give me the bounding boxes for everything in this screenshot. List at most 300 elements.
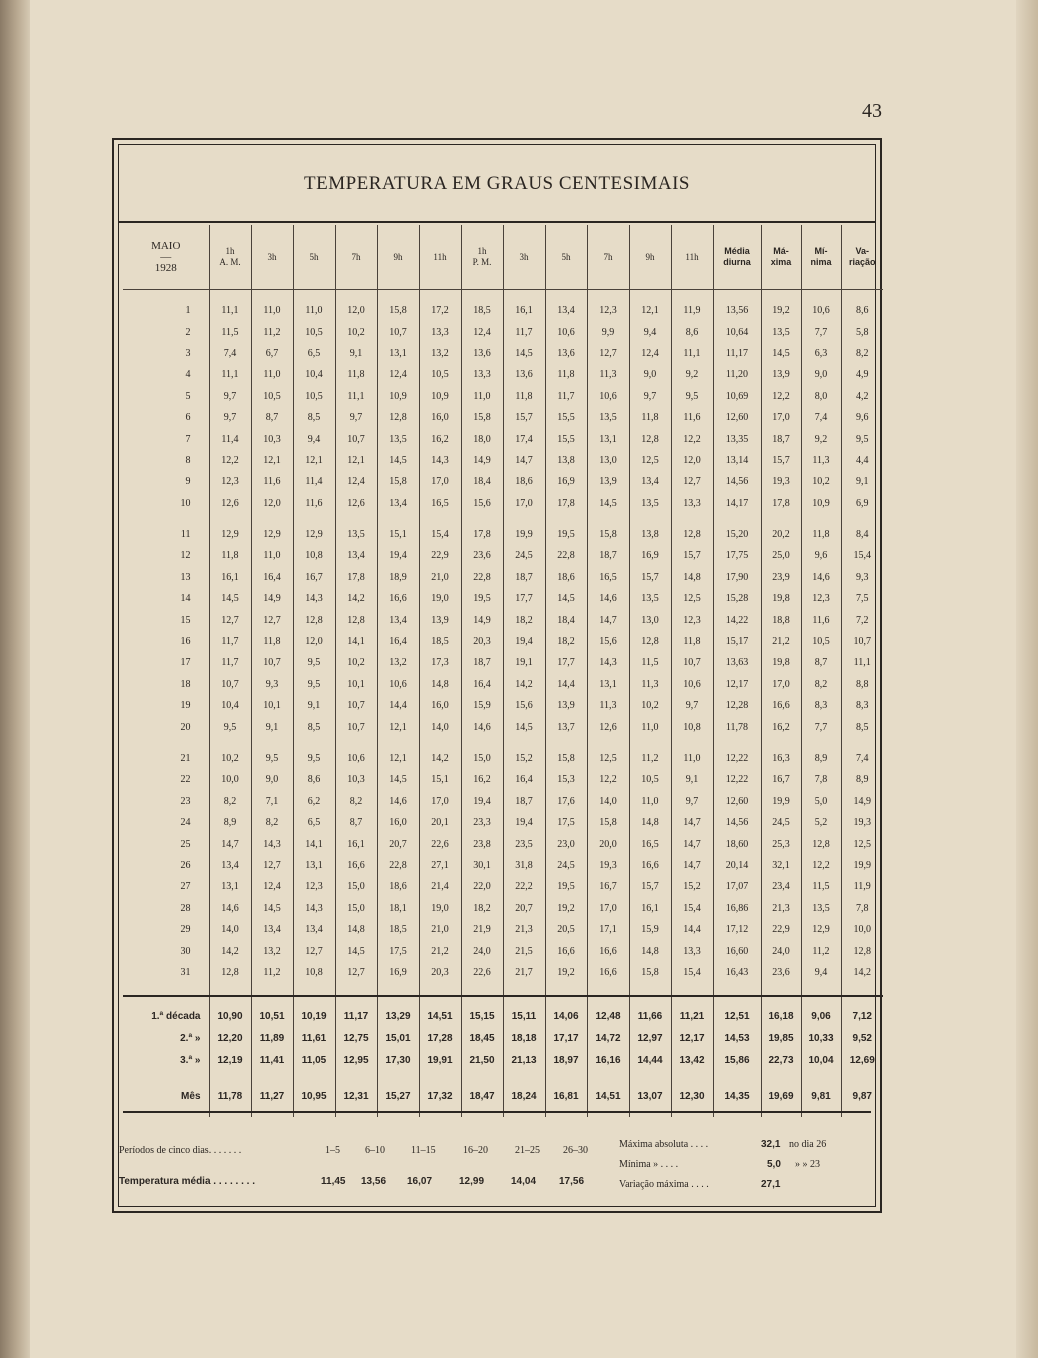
table-cell: 17,0 [503,493,545,514]
table-cell: 13,4 [377,609,419,630]
table-cell: 9,1 [841,471,883,492]
table-frame-inner [118,144,876,1207]
period-mean: 16,07 [407,1176,433,1187]
column-header-top: 3h [519,251,529,262]
day-row [123,962,883,996]
table-cell: 9,0 [801,364,841,385]
table-cell: 13,5 [587,407,629,428]
book-binding [0,0,30,1358]
table-cell: 11,3 [587,364,629,385]
row-label: 30 [180,945,191,957]
table-cell: 17,0 [419,471,461,492]
table-cell: 15,86 [713,1049,761,1071]
table-cell: 20,3 [419,962,461,996]
day-row [123,567,883,588]
table-cell: 9,6 [801,545,841,566]
row-label: 2.ª » [180,1032,201,1044]
table-cell: 16,9 [629,545,671,566]
table-cell: 14,4 [671,919,713,940]
table-cell: 8,2 [209,791,251,812]
table-cell: 13,4 [251,919,293,940]
table-cell: 6,9 [841,493,883,514]
table-cell: 13,4 [335,545,377,566]
column-header-top: 11h [433,251,447,262]
table-cell: 10,7 [209,674,251,695]
table-cell: 12,30 [671,1071,713,1117]
table-cell: 15,7 [629,876,671,897]
table-cell: 13,42 [671,1049,713,1071]
table-cell: 13,1 [209,876,251,897]
table-cell: 13,6 [545,343,587,364]
table-cell: 11,8 [503,386,545,407]
row-label: 17 [180,657,191,669]
day-row [123,855,883,876]
table-cell: 8,2 [335,791,377,812]
table-cell: 9,7 [209,386,251,407]
table-cell: 14,8 [629,812,671,833]
max-variation-label: Variação máxima . . . . [619,1179,709,1190]
table-cell: 10,8 [293,962,335,996]
table-cell: 13,0 [587,450,629,471]
table-cell: 9,4 [629,321,671,342]
day-row [123,898,883,919]
max-absolute-value: 32,1 [761,1139,781,1150]
table-cell: 20,0 [587,833,629,854]
table-cell: 15,6 [503,695,545,716]
table-cell: 8,6 [841,290,883,322]
table-cell: 18,6 [503,471,545,492]
table-cell: 10,7 [377,321,419,342]
table-cell: 12,0 [335,290,377,322]
table-cell: 10,7 [841,631,883,652]
row-label: 16 [180,636,191,648]
table-cell: 4,2 [841,386,883,407]
table-cell: 16,6 [335,855,377,876]
table-cell: 25,3 [761,833,801,854]
table-cell: 14,9 [841,791,883,812]
table-cell: 23,3 [461,812,503,833]
table-cell: 5,2 [801,812,841,833]
table-cell: 14,56 [713,471,761,492]
column-header [587,225,629,290]
table-cell: 9,9 [587,321,629,342]
row-label: 1.ª década [151,1010,201,1022]
table-cell: 12,2 [209,450,251,471]
table-cell: 23,4 [761,876,801,897]
table-cell: 10,2 [629,695,671,716]
table-cell: 12,3 [587,290,629,322]
table-cell: 12,3 [671,609,713,630]
table-cell: 13,2 [251,940,293,961]
day-row [123,812,883,833]
table-cell: 19,1 [503,652,545,673]
table-cell: 14,56 [713,812,761,833]
row-label: 5 [185,390,191,402]
table-cell: 9,2 [671,364,713,385]
table-cell: 19,91 [419,1049,461,1071]
table-cell: 25,0 [761,545,801,566]
table-cell: 11,3 [801,450,841,471]
table-cell: 10,95 [293,1071,335,1117]
table-cell: 13,6 [503,364,545,385]
table-cell: 14,2 [503,674,545,695]
table-cell: 17,7 [503,588,545,609]
table-cell: 9,7 [335,407,377,428]
table-cell: 8,2 [841,343,883,364]
column-header-bottom: nima [810,257,832,267]
table-cell: 19,3 [587,855,629,876]
table-cell: 12,22 [713,769,761,790]
day-row [123,386,883,407]
table-cell: 16,4 [461,674,503,695]
table-cell: 17,0 [761,674,801,695]
table-cell: 17,0 [761,407,801,428]
table-cell: 11,6 [251,471,293,492]
table-cell: 9,4 [801,962,841,996]
day-row [123,588,883,609]
table-cell: 11,17 [713,343,761,364]
table-cell: 8,5 [841,716,883,737]
table-cell: 17,75 [713,545,761,566]
periods-label: Períodos de cinco dias. . . . . . . [119,1145,242,1156]
table-cell: 16,1 [335,833,377,854]
table-cell: 12,8 [209,962,251,996]
table-cell: 9,3 [251,674,293,695]
row-label: 4 [185,369,191,381]
table-cell: 10,90 [209,996,251,1027]
table-cell: 8,0 [801,386,841,407]
table-cell: 11,5 [801,876,841,897]
table-cell: 12,8 [629,428,671,449]
table-cell: 18,4 [461,471,503,492]
table-cell: 16,3 [761,738,801,769]
table-cell: 13,4 [209,855,251,876]
table-cell: 11,27 [251,1071,293,1117]
column-header-bottom: A. M. [219,257,241,267]
table-cell: 11,0 [251,545,293,566]
table-cell: 12,60 [713,791,761,812]
table-cell: 20,5 [545,919,587,940]
row-label: 3 [185,347,191,359]
table-cell: 23,9 [761,567,801,588]
column-header [293,225,335,290]
table-cell: 8,7 [335,812,377,833]
table-cell: 12,9 [293,514,335,545]
table-cell: 9,0 [251,769,293,790]
day-row [123,428,883,449]
table-cell: 11,7 [503,321,545,342]
page-edge [1016,0,1038,1358]
column-header-top: Má- [773,246,789,256]
table-cell: 19,2 [545,962,587,996]
month-label: MAIO [151,239,181,252]
table-cell: 12,60 [713,407,761,428]
table-cell: 13,5 [377,428,419,449]
table-cell: 11,8 [209,545,251,566]
day-row [123,407,883,428]
table-cell: 11,5 [209,321,251,342]
table-cell: 8,4 [841,514,883,545]
table-cell: 19,8 [761,588,801,609]
column-header-top: 1h [225,246,235,256]
table-cell: 12,8 [801,833,841,854]
table-cell: 27,1 [419,855,461,876]
table-cell: 16,6 [377,588,419,609]
row-label: 1 [185,305,191,317]
table-cell: 14,2 [335,588,377,609]
table-cell: 14,5 [335,940,377,961]
table-cell: 15,6 [587,631,629,652]
day-row [123,738,883,769]
table-cell: 16,9 [377,962,419,996]
table-cell: 13,5 [335,514,377,545]
table-cell: 22,73 [761,1049,801,1071]
table-cell: 10,7 [251,652,293,673]
table-cell: 23,6 [761,962,801,996]
table-cell: 13,3 [671,940,713,961]
table-cell: 15,8 [545,738,587,769]
row-label: 7 [185,433,191,445]
table-cell: 11,2 [801,940,841,961]
table-cell: 32,1 [761,855,801,876]
table-cell: 11,05 [293,1049,335,1071]
table-cell: 7,4 [841,738,883,769]
table-cell: 13,0 [629,609,671,630]
table-cell: 10,5 [801,631,841,652]
column-header [801,225,841,290]
table-cell: 18,5 [419,631,461,652]
table-cell: 10,2 [801,471,841,492]
table-cell: 12,4 [629,343,671,364]
table-cell: 17,7 [545,652,587,673]
table-cell: 12,9 [801,919,841,940]
table-cell: 13,1 [587,674,629,695]
table-cell: 12,19 [209,1049,251,1071]
table-cell: 17,8 [545,493,587,514]
table-cell: 11,66 [629,996,671,1027]
column-header [761,225,801,290]
table-cell: 9,0 [629,364,671,385]
table-cell: 14,72 [587,1027,629,1049]
row-label: 8 [185,454,191,466]
table-cell: 19,5 [545,514,587,545]
table-cell: 9,1 [335,343,377,364]
table-cell: 10,7 [335,428,377,449]
table-cell: 14,9 [251,588,293,609]
table-cell: 12,20 [209,1027,251,1049]
table-cell: 12,17 [671,1027,713,1049]
table-cell: 9,87 [841,1071,883,1117]
day-row [123,652,883,673]
table-cell: 12,1 [335,450,377,471]
table-cell: 20,7 [503,898,545,919]
table-cell: 17,3 [419,652,461,673]
decade-average-row [123,1049,883,1071]
table-cell: 16,6 [545,940,587,961]
table-cell: 15,7 [503,407,545,428]
table-cell: 21,2 [761,631,801,652]
row-label: 6 [185,412,191,424]
table-cell: 12,69 [841,1049,883,1071]
table-cell: 14,2 [209,940,251,961]
table-cell: 15,11 [503,996,545,1027]
table-cell: 14,3 [251,833,293,854]
table-cell: 18,6 [545,567,587,588]
table-cell: 7,12 [841,996,883,1027]
table-cell: 11,4 [293,471,335,492]
period-mean: 12,99 [459,1176,485,1187]
table-cell: 22,2 [503,876,545,897]
day-row [123,609,883,630]
table-cell: 11,78 [713,716,761,737]
table-cell: 18,8 [761,609,801,630]
table-cell: 22,6 [419,833,461,854]
table-frame [112,138,882,1213]
table-cell: 24,5 [761,812,801,833]
table-cell: 12,7 [587,343,629,364]
table-cell: 10,3 [335,769,377,790]
table-cell: 9,06 [801,996,841,1027]
table-cell: 17,0 [587,898,629,919]
table-cell: 10,1 [251,695,293,716]
table-cell: 16,0 [377,812,419,833]
table-cell: 10,04 [801,1049,841,1071]
table-cell: 14,8 [629,940,671,961]
table-cell: 10,6 [801,290,841,322]
table-cell: 10,5 [293,386,335,407]
table-cell: 7,8 [801,769,841,790]
table-cell: 12,5 [671,588,713,609]
day-row [123,791,883,812]
table-cell: 16,60 [713,940,761,961]
table-cell: 8,8 [841,674,883,695]
table-cell: 12,0 [251,493,293,514]
row-label: 24 [180,817,191,829]
table-cell: 18,7 [461,652,503,673]
table-cell: 14,2 [841,962,883,996]
table-cell: 10,9 [377,386,419,407]
table-cell: 17,8 [761,493,801,514]
table-cell: 12,7 [335,962,377,996]
table-cell: 16,7 [587,876,629,897]
table-cell: 12,8 [841,940,883,961]
day-row [123,471,883,492]
table-cell: 12,8 [335,609,377,630]
table-cell: 14,3 [293,588,335,609]
table-cell: 8,7 [251,407,293,428]
table-cell: 11,8 [671,631,713,652]
table-cell: 4,9 [841,364,883,385]
column-header-top: 5h [309,251,319,262]
table-cell: 19,9 [841,855,883,876]
table-cell: 14,7 [671,833,713,854]
year-label: 1928 [154,261,177,274]
table-cell: 13,5 [801,898,841,919]
table-cell: 16,86 [713,898,761,919]
table-header-row [123,225,883,290]
table-cell: 7,2 [841,609,883,630]
table-cell: 12,2 [761,386,801,407]
table-cell: 13,3 [419,321,461,342]
table-cell: 16,6 [587,940,629,961]
table-cell: 14,06 [545,996,587,1027]
table-cell: 17,28 [419,1027,461,1049]
month-header [123,225,209,290]
table-cell: 16,6 [587,962,629,996]
column-header-top: 9h [645,251,655,262]
table-cell: 8,5 [293,716,335,737]
table-cell: 15,0 [335,876,377,897]
title-divider [119,221,875,223]
table-cell: 10,2 [335,321,377,342]
table-cell: 17,6 [545,791,587,812]
table-cell: 15,8 [629,962,671,996]
table-cell: 11,2 [629,738,671,769]
column-header-top: Mí- [814,246,828,256]
table-cell: 11,8 [251,631,293,652]
table-cell: 12,1 [251,450,293,471]
table-cell: 13,3 [671,493,713,514]
row-label: 20 [180,721,191,733]
table-cell: 14,5 [377,450,419,471]
table-cell: 12,2 [801,855,841,876]
day-row [123,919,883,940]
table-cell: 18,47 [461,1071,503,1117]
table-cell: 19,0 [419,898,461,919]
table-cell: 16,5 [629,833,671,854]
table-cell: 11,7 [209,652,251,673]
row-label: 25 [180,838,191,850]
table-cell: 12,95 [335,1049,377,1071]
table-cell: 10,5 [251,386,293,407]
table-cell: 16,1 [209,567,251,588]
period-label: 26–30 [563,1145,588,1156]
table-cell: 17,5 [545,812,587,833]
table-cell: 12,5 [841,833,883,854]
table-cell: 12,1 [629,290,671,322]
row-label: 10 [180,497,191,509]
day-row [123,876,883,897]
table-cell: 8,6 [671,321,713,342]
day-row [123,545,883,566]
table-cell: 9,52 [841,1027,883,1049]
table-cell: 13,9 [545,695,587,716]
table-cell: 12,1 [293,450,335,471]
day-row [123,514,883,545]
column-header [251,225,293,290]
table-cell: 17,90 [713,567,761,588]
table-cell: 16,43 [713,962,761,996]
table-cell: 22,8 [545,545,587,566]
column-header-bottom: diurna [723,257,751,267]
table-cell: 21,3 [761,898,801,919]
table-cell: 7,8 [841,898,883,919]
row-label: 18 [180,678,191,690]
temperature-table [123,225,883,1117]
column-header [419,225,461,290]
table-cell: 15,8 [461,407,503,428]
table-cell: 12,7 [293,940,335,961]
table-cell: 11,1 [841,652,883,673]
table-cell: 10,64 [713,321,761,342]
table-cell: 10,8 [671,716,713,737]
min-absolute-label: Mínima » . . . . [619,1159,679,1170]
table-cell: 18,24 [503,1071,545,1117]
table-cell: 11,0 [671,738,713,769]
table-cell: 15,2 [503,738,545,769]
mean-label: Temperatura média . . . . . . . . [119,1176,255,1187]
table-cell: 15,17 [713,631,761,652]
